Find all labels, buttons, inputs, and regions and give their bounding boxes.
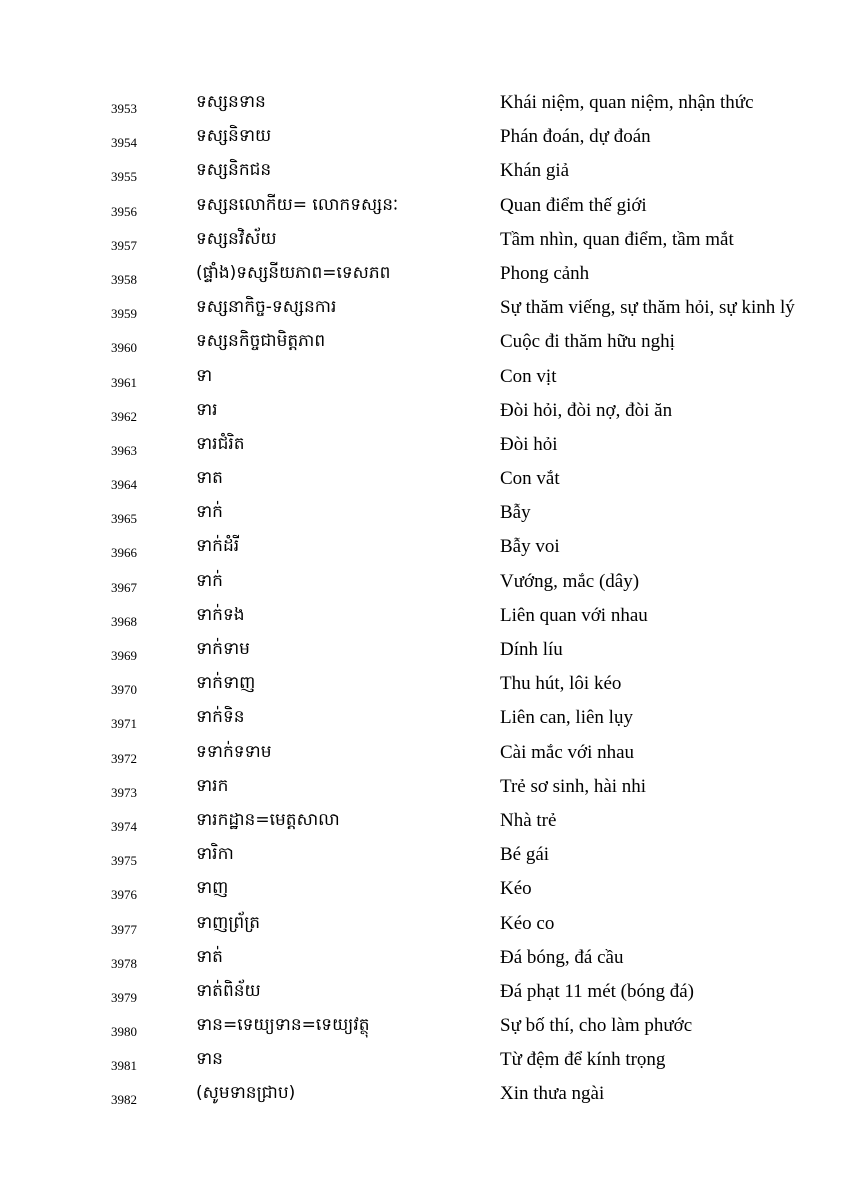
- entry-number: 3980: [111, 1024, 137, 1040]
- entry-number: 3967: [111, 579, 137, 595]
- khmer-term: ទាក់: [196, 570, 223, 591]
- entry-number: 3955: [111, 169, 137, 185]
- khmer-term: ទាញ: [196, 878, 229, 899]
- khmer-term: ទាន=ទេយ្យទាន=ទេយ្យវត្ថុ: [196, 1015, 370, 1036]
- khmer-term: ទាន: [196, 1049, 223, 1070]
- khmer-term: ទស្សនិកជន: [196, 160, 272, 181]
- list-item: [0, 872, 848, 906]
- entry-number: 3957: [111, 237, 137, 253]
- entry-number: 3972: [111, 750, 137, 766]
- vietnamese-translation: Cuộc đi thăm hữu nghị: [500, 331, 675, 353]
- khmer-term: ទស្សនាកិច្ច-ទស្សនការ: [196, 297, 337, 318]
- vietnamese-translation: Đòi hỏi, đòi nợ, đòi ăn: [500, 399, 673, 421]
- vietnamese-translation: Kéo: [500, 878, 532, 900]
- khmer-term: ទាក់ទង: [196, 604, 245, 625]
- vietnamese-translation: Bẫy voi: [500, 536, 560, 558]
- vietnamese-translation: Đá phạt 11 mét (bóng đá): [500, 980, 694, 1002]
- list-item: [0, 565, 848, 599]
- khmer-term: ទារិកា: [196, 844, 234, 865]
- entry-number: 3961: [111, 374, 137, 390]
- khmer-term: ទាត: [196, 468, 223, 489]
- vietnamese-translation: Liên quan với nhau: [500, 604, 648, 626]
- vietnamese-translation: Quan điểm thế giới: [500, 194, 647, 216]
- khmer-term: ទាក់: [196, 502, 223, 523]
- vietnamese-translation: Từ đệm để kính trọng: [500, 1049, 666, 1071]
- list-item: [0, 975, 848, 1009]
- list-item: [0, 736, 848, 770]
- entry-number: 3960: [111, 340, 137, 356]
- entry-number: 3965: [111, 511, 137, 527]
- list-item: [0, 154, 848, 188]
- khmer-term: ទាក់ដំរី: [196, 536, 240, 557]
- list-item: [0, 530, 848, 564]
- vietnamese-translation: Sự thăm viếng, sự thăm hỏi, sự kinh lý: [500, 297, 795, 319]
- list-item: [0, 838, 848, 872]
- list-item: [0, 496, 848, 530]
- entry-number: 3975: [111, 853, 137, 869]
- khmer-term: ទា: [196, 365, 213, 386]
- entry-number: 3981: [111, 1058, 137, 1074]
- khmer-term: ទារ: [196, 399, 218, 420]
- entry-number: 3971: [111, 716, 137, 732]
- vietnamese-translation: Dính líu: [500, 639, 563, 660]
- vietnamese-translation: Tầm nhìn, quan điểm, tầm mắt: [500, 228, 734, 250]
- khmer-term: ទទាក់ទទាម: [196, 741, 272, 762]
- list-item: [0, 360, 848, 394]
- list-item: [0, 804, 848, 838]
- entry-number: 3954: [111, 135, 137, 151]
- khmer-term: ទស្សនលោកីយ= លោកទស្សនៈ: [196, 194, 399, 215]
- list-item: [0, 1009, 848, 1043]
- entry-number: 3979: [111, 989, 137, 1005]
- entry-number: 3969: [111, 648, 137, 663]
- khmer-term: ទារក: [196, 775, 229, 796]
- entry-number: 3973: [111, 784, 137, 800]
- list-item: [0, 770, 848, 804]
- vietnamese-translation: Bé gái: [500, 844, 550, 866]
- entry-list: [0, 86, 848, 1112]
- list-item: [0, 633, 848, 667]
- list-item: [0, 907, 848, 941]
- khmer-term: ទាញព្រ័ត្រ: [196, 912, 261, 933]
- khmer-term: ទារជំរិត: [196, 433, 245, 454]
- list-item: [0, 223, 848, 257]
- vietnamese-translation: Xin thưa ngài: [500, 1083, 605, 1105]
- entry-number: 3958: [111, 271, 137, 287]
- vietnamese-translation: Phong cảnh: [500, 262, 590, 284]
- entry-number: 3959: [111, 306, 137, 322]
- vietnamese-translation: Con vịt: [500, 365, 557, 387]
- list-item: [0, 394, 848, 428]
- list-item: [0, 120, 848, 154]
- entry-number: 3968: [111, 613, 137, 629]
- khmer-term: ទារកដ្ឋាន=មេត្តសាលា: [196, 809, 340, 830]
- vietnamese-translation: Vướng, mắc (dây): [500, 570, 640, 592]
- vietnamese-translation: Đá bóng, đá cầu: [500, 946, 624, 968]
- khmer-term: ទាក់ទាញ: [196, 673, 256, 694]
- vietnamese-translation: Đòi hỏi: [500, 433, 558, 455]
- list-item: [0, 701, 848, 735]
- khmer-term: ទាត់ពិន័យ: [196, 980, 261, 1001]
- entry-number: 3977: [111, 921, 137, 937]
- khmer-term: (ផ្ទាំង)ទស្សនីយភាព=ទេសភព: [196, 262, 391, 283]
- vietnamese-translation: Khái niệm, quan niệm, nhận thức: [500, 92, 754, 113]
- list-item: [0, 941, 848, 975]
- list-item: [0, 599, 848, 633]
- list-item: [0, 189, 848, 223]
- khmer-term: ទស្សនទាន: [196, 92, 266, 112]
- khmer-term: ទាក់ទិន: [196, 707, 245, 728]
- vietnamese-translation: Cài mắc với nhau: [500, 741, 635, 763]
- list-item: [0, 86, 848, 120]
- entry-number: 3974: [111, 818, 137, 834]
- list-item: [0, 1043, 848, 1077]
- khmer-term: ទស្សនិទាយ: [196, 126, 272, 147]
- vietnamese-translation: Phán đoán, dự đoán: [500, 126, 651, 148]
- vietnamese-translation: Trẻ sơ sinh, hài nhi: [500, 775, 647, 797]
- entry-number: 3978: [111, 955, 137, 971]
- khmer-term: (សូមទានជ្រាប): [196, 1083, 296, 1104]
- entry-number: 3982: [111, 1092, 137, 1108]
- vietnamese-translation: Nhà trẻ: [500, 809, 557, 831]
- entry-number: 3964: [111, 477, 137, 493]
- entry-number: 3956: [111, 203, 137, 219]
- entry-number: 3966: [111, 545, 137, 561]
- entry-number: 3970: [111, 682, 137, 698]
- khmer-term: ទស្សនវិស័យ: [196, 228, 277, 249]
- list-item: [0, 462, 848, 496]
- entry-number: 3953: [111, 101, 137, 116]
- khmer-term: ទាត់: [196, 946, 223, 967]
- list-item: [0, 1077, 848, 1111]
- entry-number: 3963: [111, 442, 137, 458]
- vietnamese-translation: Sự bố thí, cho làm phước: [500, 1015, 693, 1037]
- vietnamese-translation: Con vắt: [500, 468, 560, 490]
- entry-number: 3976: [111, 887, 137, 903]
- entry-number: 3962: [111, 408, 137, 424]
- list-item: [0, 667, 848, 701]
- khmer-term: ទាក់ទាម: [196, 639, 250, 659]
- vietnamese-translation: Thu hút, lôi kéo: [500, 673, 622, 695]
- khmer-term: ទស្សនកិច្ចជាមិត្តភាព: [196, 331, 326, 352]
- vietnamese-translation: Kéo co: [500, 912, 555, 934]
- list-item: [0, 257, 848, 291]
- vietnamese-translation: Khán giả: [500, 160, 570, 182]
- list-item: [0, 325, 848, 359]
- list-item: [0, 428, 848, 462]
- vietnamese-translation: Bẫy: [500, 502, 531, 524]
- list-item: [0, 291, 848, 325]
- vietnamese-translation: Liên can, liên lụy: [500, 707, 633, 729]
